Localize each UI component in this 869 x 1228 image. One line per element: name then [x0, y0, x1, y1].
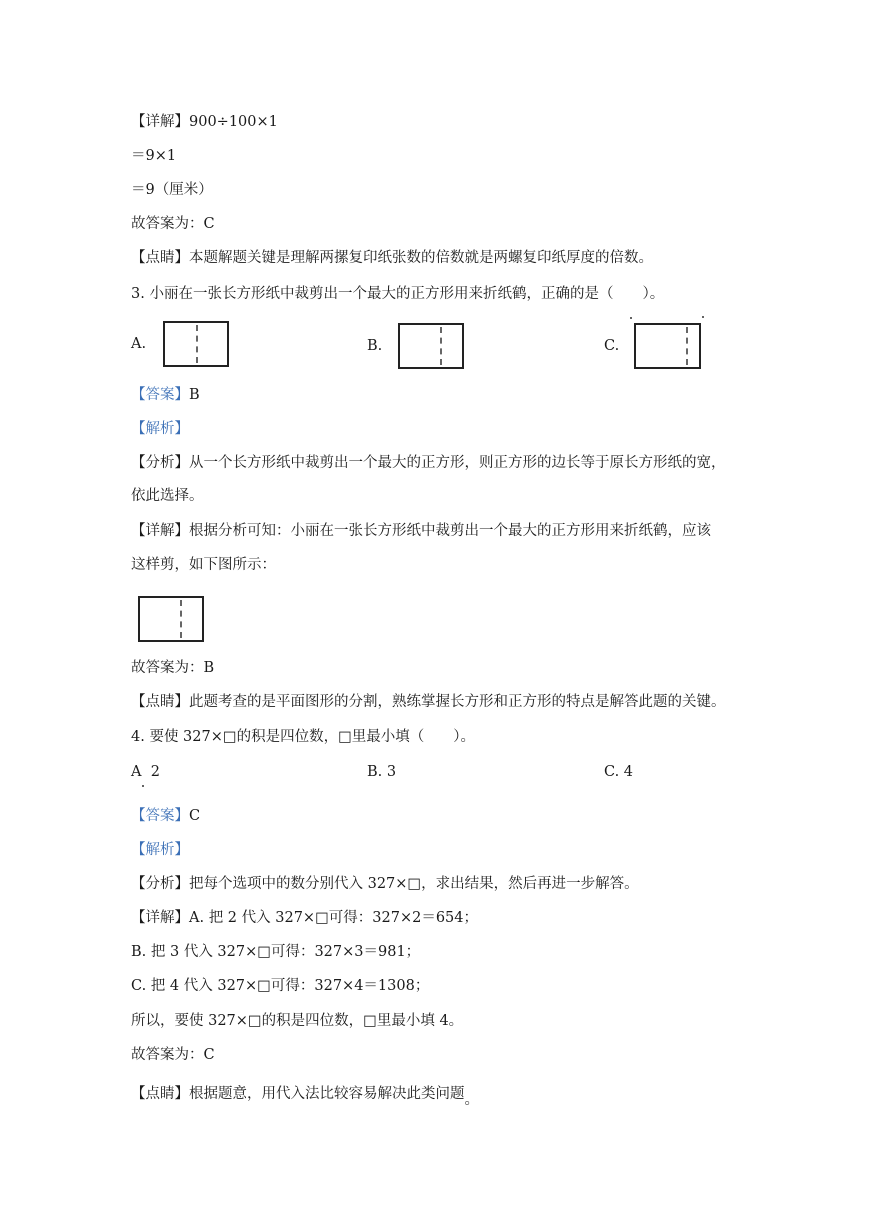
q3-option-a-label: A. — [131, 336, 147, 352]
option-label: A — [131, 764, 142, 780]
q3-option-b-label: B. — [367, 338, 383, 354]
q3-analysis: 【分析】从一个长方形纸中裁剪出一个最大的正方形，则正方形的边长等于原长方形纸的宽， — [131, 455, 726, 471]
q4-option-a — [131, 762, 160, 782]
q4-conclusion: 故答案为：C — [131, 1047, 215, 1063]
cut-line — [440, 327, 442, 365]
option-value: 2 — [150, 764, 160, 780]
answer-tag: 【答案】 — [131, 808, 189, 824]
q3-solution-figure — [138, 596, 204, 642]
answer-value: B — [189, 387, 200, 403]
answer-value: C — [189, 808, 201, 824]
detail-line: 【详解】900÷100×1 — [131, 114, 278, 130]
cut-line — [180, 600, 182, 638]
q4-stem: 4. 要使 327×□的积是四位数，□里最小填（ ）。 — [131, 729, 476, 745]
answer-tag: 【答案】 — [131, 387, 189, 403]
scan-mark — [630, 317, 632, 319]
detail-line: ＝9×1 — [131, 148, 177, 164]
q3-conclusion: 故答案为：B — [131, 660, 215, 676]
q3-answer — [131, 385, 200, 405]
q3-analysis-tag: 【解析】 — [131, 421, 189, 437]
q4-option-b: B. 3 — [367, 764, 397, 780]
q4-analysis-tag: 【解析】 — [131, 842, 189, 858]
q3-stem: 3. 小丽在一张长方形纸中裁剪出一个最大的正方形用来折纸鹤，正确的是（ ）。 — [131, 286, 665, 302]
cut-line — [196, 325, 198, 363]
scan-mark — [702, 316, 704, 318]
q3-option-c-label: C. — [604, 338, 620, 354]
q3-option-a-figure — [163, 321, 229, 367]
q3-key-point: 【点睛】此题考查的是平面图形的分割，熟练掌握长方形和正方形的特点是解答此题的关键。 — [131, 694, 726, 710]
q3-option-c-figure — [634, 323, 701, 369]
q4-summary: 所以，要使 327×□的积是四位数，□里最小填 4。 — [131, 1013, 464, 1029]
q4-detail: B. 把 3 代入 327×□可得：327×3＝981； — [131, 944, 421, 960]
q4-answer — [131, 806, 200, 826]
trailing-mark: 。 — [464, 1092, 479, 1108]
q3-analysis: 依此选择。 — [131, 488, 204, 504]
q4-key-point — [131, 1084, 479, 1108]
q4-analysis: 【分析】把每个选项中的数分别代入 327×□，求出结果，然后再进一步解答。 — [131, 876, 639, 892]
scan-mark — [142, 785, 144, 787]
key-point-text: 【点睛】根据题意，用代入法比较容易解决此类问题 — [131, 1086, 465, 1102]
answer-conclusion: 故答案为：C — [131, 216, 215, 232]
q3-detail: 这样剪，如下图所示： — [131, 557, 276, 573]
q3-detail: 【详解】根据分析可知：小丽在一张长方形纸中裁剪出一个最大的正方形用来折纸鹤，应该 — [131, 523, 711, 539]
key-point: 【点睛】本题解题关键是理解两摞复印纸张数的倍数就是两螺复印纸厚度的倍数。 — [131, 250, 653, 266]
q4-detail: C. 把 4 代入 327×□可得：327×4＝1308； — [131, 978, 430, 994]
q3-option-b-figure — [398, 323, 464, 369]
q4-option-c: C. 4 — [604, 764, 634, 780]
q4-detail: 【详解】A. 把 2 代入 327×□可得：327×2＝654； — [131, 910, 478, 926]
cut-line — [686, 327, 688, 365]
detail-line: ＝9（厘米） — [131, 182, 213, 198]
